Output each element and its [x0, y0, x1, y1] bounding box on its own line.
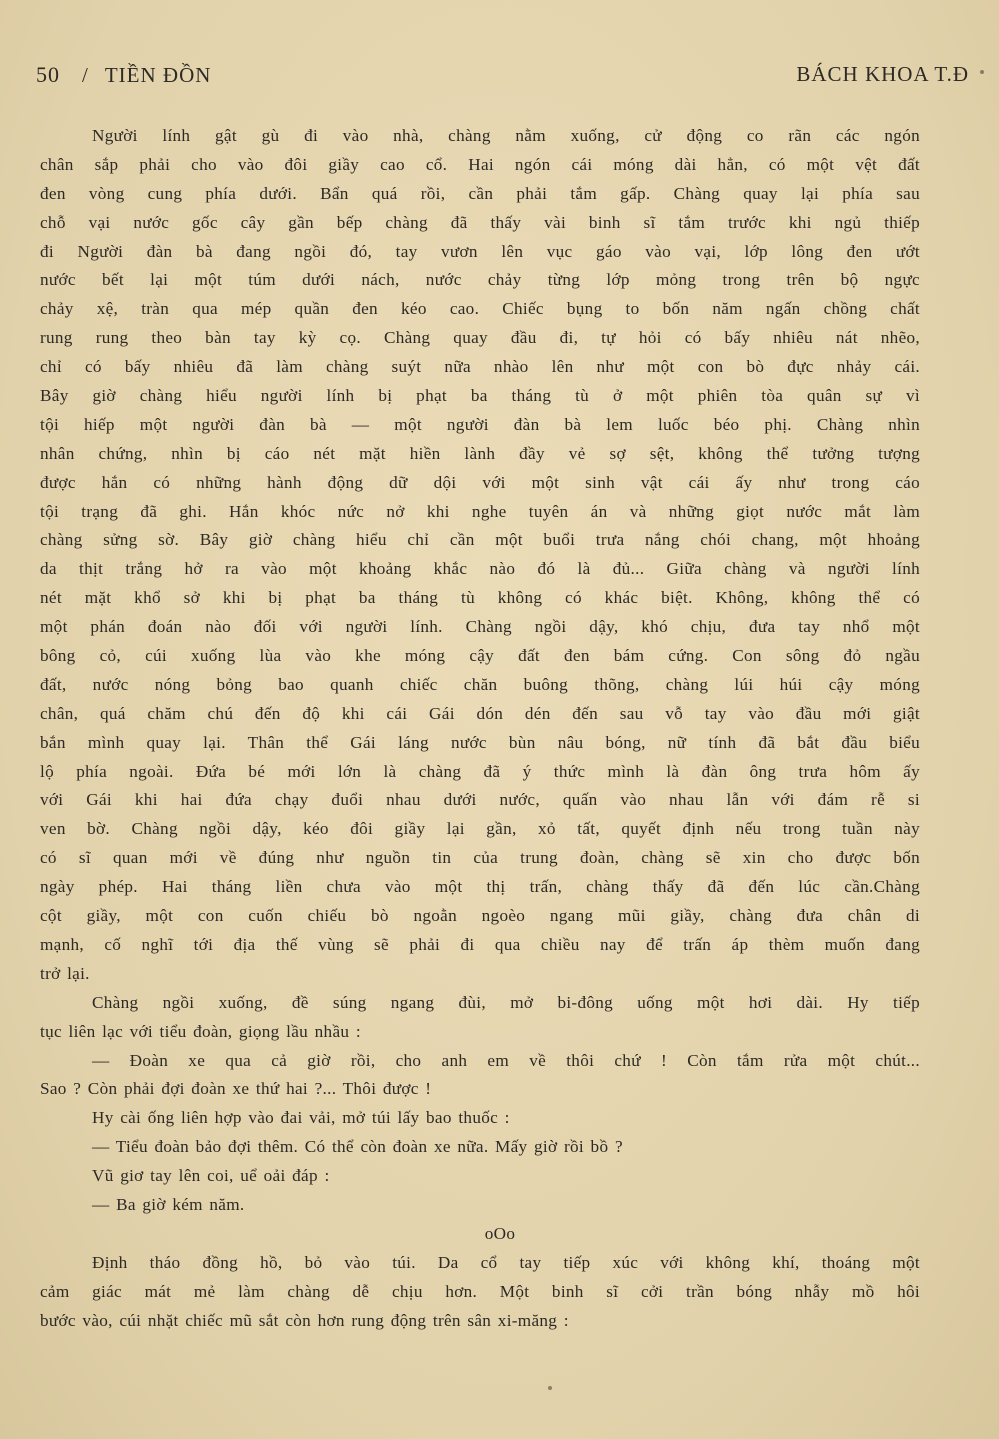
text-line: chỉ có bấy nhiêu đã làm chàng suýt nữa nhào lên như một con bò đực nhảy cái.: [40, 357, 920, 377]
text-line: chảy xệ, tràn qua mép quần đen kéo cao. Chiếc bụng to bốn năm ngấn chồng chất: [40, 299, 920, 319]
paper-speck: [980, 70, 984, 74]
header-left: [36, 62, 211, 88]
text-line: chân, quá chăm chú đến độ khi cái Gái dón dén đến sau vỗ tay vào đầu mới giật: [40, 703, 920, 723]
text-line: Định tháo đồng hồ, bỏ vào túi. Da cổ tay tiếp xúc với không khí, thoáng một: [92, 1252, 920, 1272]
text-line: nước bết lại một túm dưới nách, nước chảy từng lớp mỏng trong trên bộ ngực: [40, 270, 920, 290]
text-line: chân sắp phải cho vào đôi giầy cao cổ. Hai ngón cái móng dài hẳn, có một vệt đất: [40, 154, 920, 174]
header-slash: /: [82, 63, 89, 87]
text-line: đất, nước nóng bỏng bao quanh chiếc chăn buông thõng, chàng lúi húi cậy móng: [40, 674, 920, 694]
paper-speck: [548, 1386, 552, 1390]
text-line: Bây giờ chàng hiểu người lính bị phạt ba tháng tù ở một phiên tòa quân sự vì: [40, 386, 920, 406]
text-line: Chàng ngồi xuống, đề súng ngang đùi, mở bi-đông uống một hơi dài. Hy tiếp: [92, 992, 920, 1012]
text-line: một phán đoán nào đối với người lính. Chàng ngồi dậy, khó chịu, đưa tay nhổ một: [40, 617, 920, 637]
dialogue-line: — Đoàn xe qua cả giờ rồi, cho anh em về thôi chứ ! Còn tắm rửa một chút...: [92, 1050, 920, 1070]
text-line: Người lính gật gù đi vào nhà, chàng nằm xuống, cử động co rãn các ngón: [92, 126, 920, 145]
text-line: nét mặt khổ sở khi bị phạt ba tháng tù không có khác biệt. Không, không thể có: [40, 588, 920, 608]
text-line: bắn mình quay lại. Thân thể Gái láng nước bùn nâu bóng, nữ tính đã bắt đầu biểu: [40, 732, 920, 752]
text-line: chàng sửng sờ. Bây giờ chàng hiểu chỉ cần một buổi trưa nắng chói chang, một hhoảng: [40, 530, 920, 550]
page-header: [36, 62, 969, 92]
text-line: bông cỏ, cúi xuống lùa vào khe móng cậy đất đen bám cứng. Con sông đỏ ngầu: [40, 646, 920, 666]
text-line: chỗ vại nước gốc cây gần bếp chàng đã thấy vài binh sĩ tắm trước khi ngủ thiếp: [40, 212, 920, 232]
text-line: da thịt trắng hở ra vào một khoảng khắc nào đó là đủ... Giữa chàng và người lính: [40, 559, 920, 579]
text-line: trở lại.: [40, 963, 90, 983]
text-line: tục liên lạc với tiểu đoàn, giọng lầu nhầu :: [40, 1021, 361, 1041]
text-line: được hắn có những hành động dữ dội với một sinh vật cái ấy như trong cáo: [40, 472, 920, 492]
text-line: tội trạng đã ghi. Hắn khóc nức nở khi nghe tuyên án và những giọt nước mắt làm: [40, 501, 920, 521]
text-line: ngày phép. Hai tháng liền chưa vào một thị trấn, chàng thấy đã đến lúc cần.Chàng: [40, 877, 920, 897]
section-title: TIỀN ĐỒN: [104, 63, 212, 87]
text-line: nhân chứng, nhìn bị cáo nét mặt hiền lành đầy vẻ sợ sệt, không thể tưởng tượng: [40, 443, 920, 463]
text-line: cảm giác mát mẻ làm chàng dễ chịu hơn. Một binh sĩ cởi trần bóng nhẫy mồ hôi: [40, 1281, 920, 1301]
text-line: tội hiếp một người đàn bà — một người đàn bà lem luốc béo phị. Chàng nhìn: [40, 414, 920, 434]
text-line: với Gái khi hai đứa chạy đuổi nhau dưới nước, quấn vào nhau lẫn với đám rễ si: [40, 790, 920, 810]
body-text: [40, 122, 920, 1335]
text-line: mạnh, cố nghĩ tới địa thế vùng sẽ phải đi qua chiều nay để trấn áp thèm muốn đang: [40, 934, 920, 954]
dialogue-line: Sao ? Còn phải đợi đoàn xe thứ hai ?... Thôi được !: [40, 1079, 432, 1099]
text-line: rung rung theo bàn tay kỳ cọ. Chàng quay đầu đi, tự hỏi có bấy nhiêu nát nhẽo,: [40, 328, 920, 348]
text-line: Hy cài ống liên hợp vào đai vải, mở túi lấy bao thuốc :: [92, 1108, 510, 1128]
text-line: Vũ giơ tay lên coi, uể oải đáp :: [92, 1166, 330, 1186]
magazine-title: BÁCH KHOA T.Đ: [796, 62, 969, 86]
text-line: lộ phía ngoài. Đứa bé mới lớn là chàng đã ý thức mình là đàn ông trưa hôm ấy: [40, 761, 920, 781]
text-line: ven bờ. Chàng ngồi dậy, kéo đôi giầy lại gần, xỏ tất, quyết định nếu trong tuần này: [40, 819, 920, 839]
dialogue-line: — Ba giờ kém năm.: [92, 1194, 245, 1214]
dialogue-line: — Tiểu đoàn bảo đợi thêm. Có thể còn đoàn xe nữa. Mấy giờ rồi bồ ?: [92, 1137, 623, 1157]
text-line: có sĩ quan mới về đúng như nguồn tin của trung đoàn, chàng sẽ xin cho được bốn: [40, 848, 920, 868]
text-line: cột giầy, một con cuốn chiếu bò ngoằn ngoèo ngang mũi giầy, chàng đưa chân di: [40, 906, 920, 926]
text-line: đi Người đàn bà đang ngồi đó, tay vươn lên vục gáo vào vại, lớp lông đen ướt: [40, 241, 920, 261]
section-separator: oOo: [484, 1223, 516, 1243]
page-number: 50: [36, 62, 60, 87]
text-line: bước vào, cúi nhặt chiếc mũ sắt còn hơn rung động trên sân xi-măng :: [40, 1310, 569, 1330]
text-line: đen vòng cung phía dưới. Bẩn quá rồi, cần phải tắm gấp. Chàng quay lại phía sau: [40, 183, 920, 203]
